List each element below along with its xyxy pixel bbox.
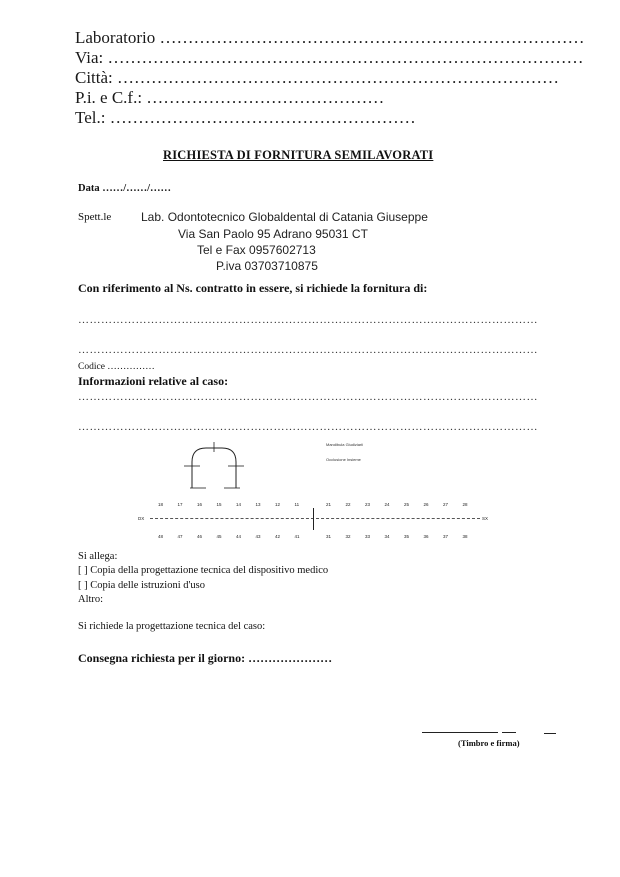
tooth-18[interactable]: 18 <box>158 502 164 507</box>
tooth-14[interactable]: 14 <box>236 502 242 507</box>
informazioni-heading: Informazioni relative al caso: <box>78 374 229 388</box>
tooth-16[interactable]: 16 <box>197 502 203 507</box>
tooth-17[interactable]: 17 <box>177 502 183 507</box>
fornitura-line-2[interactable]: ………………………………………………………………………………………………………… <box>78 344 538 356</box>
via-field[interactable]: Via: ………………………………………………………………………… <box>75 48 584 67</box>
label-sx: SX <box>482 516 489 521</box>
piva-cf-field[interactable]: P.i. e C.f.: …………………………………… <box>75 88 385 107</box>
tooth-42[interactable]: 42 <box>275 534 281 539</box>
signature-line[interactable] <box>422 732 498 733</box>
signature-line-end <box>502 732 516 733</box>
tooth-22[interactable]: 22 <box>345 502 351 507</box>
informazioni-line-1[interactable]: ………………………………………………………………………………………………………… <box>78 391 538 403</box>
fornitura-line-1[interactable]: ………………………………………………………………………………………………………… <box>78 314 538 326</box>
tooth-24[interactable]: 24 <box>384 502 390 507</box>
tooth-45[interactable]: 45 <box>216 534 222 539</box>
option-istruzioni-checkbox[interactable]: [ ] Copia delle istruzioni d'uso <box>78 580 205 591</box>
recipient-label: Spett.le <box>78 211 112 223</box>
label-dx: DX <box>138 516 145 521</box>
tooth-28[interactable]: 28 <box>462 502 468 507</box>
tooth-37[interactable]: 37 <box>443 534 449 539</box>
diagram-label-1: Mandibula Giudiziarii <box>326 442 364 447</box>
tel-field[interactable]: Tel.: ……………………………………………… <box>75 108 416 127</box>
tooth-chart-axis <box>150 518 480 519</box>
tooth-27[interactable]: 27 <box>443 502 449 507</box>
tooth-43[interactable]: 43 <box>255 534 261 539</box>
dental-arch-sketch <box>178 440 258 495</box>
recipient-piva: P.iva 03703710875 <box>216 259 318 273</box>
tooth-25[interactable]: 25 <box>404 502 410 507</box>
informazioni-line-2[interactable]: ………………………………………………………………………………………………………… <box>78 421 538 433</box>
tooth-38[interactable]: 38 <box>462 534 468 539</box>
tooth-23[interactable]: 23 <box>365 502 371 507</box>
tooth-chart-midline <box>313 508 314 530</box>
tooth-33[interactable]: 33 <box>365 534 371 539</box>
tooth-32[interactable]: 32 <box>345 534 351 539</box>
tooth-44[interactable]: 44 <box>236 534 242 539</box>
tooth-34[interactable]: 34 <box>384 534 390 539</box>
tooth-21[interactable]: 21 <box>326 502 332 507</box>
citta-field[interactable]: Città: …………………………………………………………………… <box>75 68 560 87</box>
date-field[interactable]: Data ……/……/…… <box>78 183 172 194</box>
tooth-11[interactable]: 11 <box>294 502 300 507</box>
signature-mark <box>544 733 556 734</box>
tooth-47[interactable]: 47 <box>177 534 183 539</box>
diagram-label-2: Occlusione Insieme <box>326 457 361 462</box>
tooth-31[interactable]: 31 <box>326 534 332 539</box>
recipient-name: Lab. Odontotecnico Globaldental di Catania Giuseppe <box>141 210 428 224</box>
progettazione-text: Si richiede la progettazione tecnica del caso: <box>78 621 266 632</box>
tooth-15[interactable]: 15 <box>216 502 222 507</box>
option-progettazione-checkbox[interactable]: [ ] Copia della progettazione tecnica del dispositivo medico <box>78 565 329 576</box>
laboratorio-field[interactable]: Laboratorio ………………………………………………………………… <box>75 28 585 47</box>
si-allega-label: Si allega: <box>78 551 118 562</box>
tooth-41[interactable]: 41 <box>294 534 300 539</box>
timbro-label: (Timbro e firma) <box>458 738 520 748</box>
riferimento-text: Con riferimento al Ns. contratto in essere, si richiede la fornitura di: <box>78 281 428 295</box>
tooth-48[interactable]: 48 <box>158 534 164 539</box>
altro-field[interactable]: Altro: <box>78 594 104 605</box>
tooth-46[interactable]: 46 <box>197 534 203 539</box>
recipient-phone: Tel e Fax 0957602713 <box>197 243 316 257</box>
tooth-13[interactable]: 13 <box>255 502 261 507</box>
codice-field[interactable]: Codice …………… <box>78 362 155 372</box>
tooth-26[interactable]: 26 <box>423 502 429 507</box>
recipient-address: Via San Paolo 95 Adrano 95031 CT <box>178 227 368 241</box>
consegna-field[interactable]: Consegna richiesta per il giorno: ………………… <box>78 651 333 665</box>
tooth-12[interactable]: 12 <box>275 502 281 507</box>
tooth-36[interactable]: 36 <box>423 534 429 539</box>
page-title: RICHIESTA DI FORNITURA SEMILAVORATI <box>163 148 434 162</box>
tooth-35[interactable]: 35 <box>404 534 410 539</box>
